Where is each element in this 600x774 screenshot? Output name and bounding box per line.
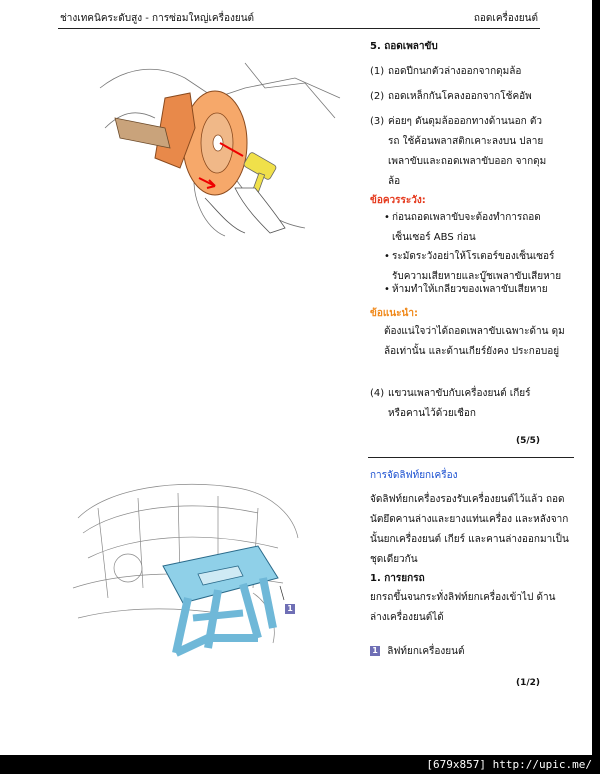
- page-indicator-1: (5/5): [515, 436, 540, 446]
- header-title-left: ช่างเทคนิคระดับสูง - การซ่อมใหญ่เครื่องยนต์: [60, 13, 255, 24]
- caution-bullet-2: • ระมัดระวังอย่าให้โรเตอร์ของเซ็นเซอร์ รับความเสียหายและบู๊ชเพลาขับเสียหาย: [384, 247, 569, 287]
- engine-lift-illustration: [68, 478, 303, 678]
- item-number: (3): [370, 116, 385, 127]
- page-indicator-2: (1/2): [515, 678, 540, 688]
- drive-shaft-removal-illustration: [95, 58, 345, 238]
- caution-bullet-1: • ก่อนถอดเพลาขับจะต้องทำการถอด เซ็นเซอร์ ABS ก่อน: [384, 208, 569, 248]
- callout-marker: 1: [285, 604, 295, 614]
- caution-text: ระมัดระวังอย่าให้โรเตอร์ของเซ็นเซอร์ รับความเสียหายและบู๊ชเพลาขับเสียหาย: [392, 251, 562, 282]
- section2-step-title: 1. การยกรถ: [370, 573, 425, 584]
- section1-item-1: [370, 62, 570, 82]
- header-divider: [58, 28, 540, 29]
- item-text: ค่อยๆ ดันดุมล้อออกทางด้านนอก ตัวรถ ใช้ค้อนพลาสติกเคาะลงบน ปลายเพลาขับและถอดเพลาขับออก จากดุมล้อ: [388, 116, 547, 187]
- item-text: แขวนเพลาขับกับเครื่องยนต์ เกียร์ หรือคานไว้ด้วยเชือก: [388, 388, 531, 419]
- caution-text: ห้ามทำให้เกลียวของเพลาขับเสียหาย: [392, 284, 548, 295]
- hint-label: ข้อแนะนำ:: [370, 308, 418, 319]
- caution-bullet-3: • ห้ามทำให้เกลียวของเพลาขับเสียหาย: [384, 280, 574, 300]
- section2-step-text: ยกรถขึ้นจนกระทั่งลิฟท์ยกเครื่องเข้าไป ด้านล่างเครื่องยนต์ได้: [370, 592, 556, 623]
- section2-title-link[interactable]: การจัดลิฟท์ยกเครื่อง: [370, 470, 458, 481]
- item-number: (1): [370, 66, 385, 77]
- section-divider: [368, 457, 574, 458]
- image-host-footer: [679x857] http://upic.me/: [426, 758, 592, 771]
- section1-item-2: [370, 87, 570, 107]
- section1-item-4: [370, 384, 550, 424]
- hint-text: ต้องแน่ใจว่าได้ถอดเพลาขับเฉพาะด้าน ดุมล้อเท่านั้น และด้านเกียร์ยังคง ประกอบอยู่: [384, 326, 565, 357]
- section2-intro: จัดลิฟท์ยกเครื่องรองรับเครื่องยนต์ไว้แล้ว ถอดนัตยึดคานล่างและยางแท่นเครื่อง และหลังจากนั้นยกเครื่องยนต์ เกียร์ และคานล่างออกมาเป็นชุดเดียวกัน: [370, 494, 569, 565]
- item-text: ถอดเหล็กกันโคลงออกจากโช้คอัพ: [388, 91, 532, 102]
- section1-step-title: 5. ถอดเพลาขับ: [370, 41, 438, 52]
- item-text: ถอดปีกนกตัวล่างออกจากดุมล้อ: [388, 66, 522, 77]
- header-title-right: ถอดเครื่องยนต์: [473, 13, 538, 24]
- section1-item-3: [370, 112, 550, 192]
- item-number: (4): [370, 388, 385, 399]
- caution-text: ก่อนถอดเพลาขับจะต้องทำการถอด เซ็นเซอร์ ABS ก่อน: [392, 212, 541, 243]
- item-number: (2): [370, 91, 385, 102]
- legend-marker: 1: [370, 646, 380, 656]
- caution-label: ข้อควรระวัง:: [370, 195, 426, 206]
- legend-text: ลิฟท์ยกเครื่องยนต์: [387, 646, 465, 657]
- legend-row: [370, 642, 464, 662]
